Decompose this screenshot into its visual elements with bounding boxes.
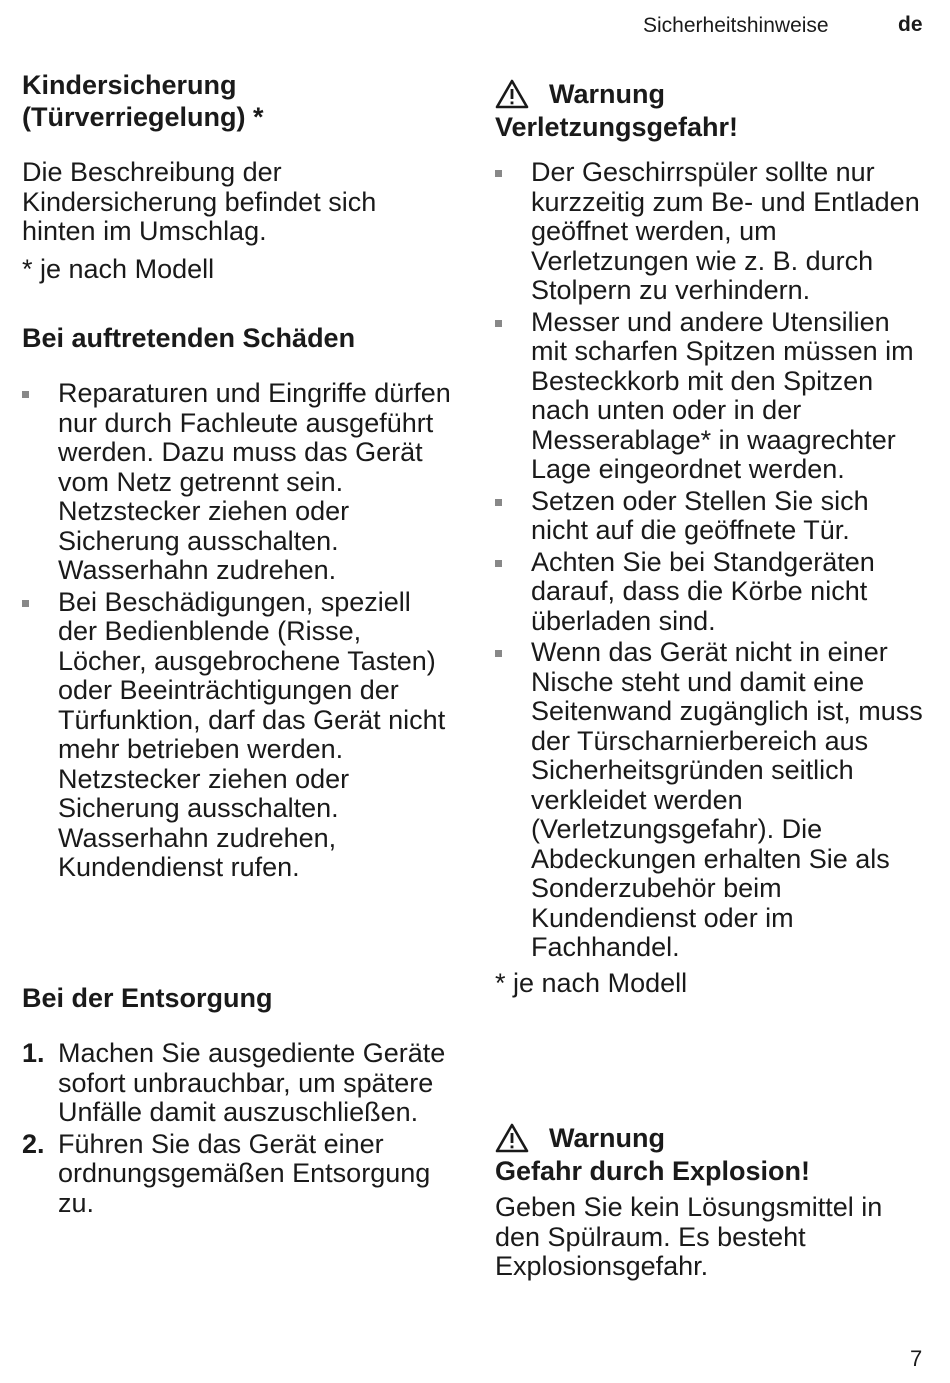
injury-list-block [495,158,925,998]
list-item [495,638,925,963]
injury-item-text: Achten Sie bei Standgeräten darauf, dass die Körbe nicht überladen sind. [531,546,875,636]
child-lock-section [22,69,452,133]
injury-warning-header [495,77,925,143]
child-lock-note: * je nach Modell [22,253,215,284]
child-lock-heading-line2: (Türverriegelung) * [22,102,264,132]
list-item [22,379,452,586]
injury-warning-label: Warnung [549,79,665,109]
damage-heading: Bei auftretenden Schäden [22,323,356,353]
page-number: 7 [910,1346,923,1371]
list-item [495,487,925,546]
explosion-warning-title: Gefahr durch Explosion! [495,1156,811,1186]
step-text: Machen Sie ausgediente Geräte sofort unbrauchbar, um spätere Unfälle damit auszuschließen. [58,1038,446,1127]
square-bullet-icon [22,391,29,398]
explosion-warning-text: Geben Sie kein Lösungsmittel in den Spülraum. Es besteht Explosionsgefahr. [495,1192,883,1281]
injury-item-text: Messer und andere Utensilien mit scharfen Spitzen müssen im Besteckkorb mit den Spitzen nach unten oder in der Messerablage* in waagrechter Lage eingeordnet werden. [531,306,914,484]
square-bullet-icon [22,600,29,607]
step-text: Führen Sie das Gerät einer ordnungsgemäßen Entsorgung zu. [58,1128,431,1218]
injury-note: * je nach Modell [495,967,688,998]
child-lock-text-block [22,158,442,284]
injury-list [495,158,925,963]
language-code: de [898,13,923,36]
square-bullet-icon [495,650,502,657]
square-bullet-icon [495,499,502,506]
injury-warning-label-row [495,77,925,111]
square-bullet-icon [495,170,502,177]
warning-triangle-icon [495,79,529,109]
step-number: 1. [22,1038,45,1068]
injury-item-text: Wenn das Gerät nicht in einer Nische steht und damit eine Seitenwand zugänglich ist, muss der Türscharnierbereich aus Sicherheitsgründen seitlich verkleidet werden (Verletzungsgefahr). Die Abdeckungen erhalten Sie als Sonderzubehör beim Kundendienst oder im Fachhandel. [531,637,923,962]
damage-section [22,322,452,354]
list-item [495,308,925,485]
list-item [495,548,925,637]
disposal-section [22,982,452,1014]
section-title: Sicherheitshinweise [643,14,829,37]
damage-item-text: Bei Beschädigungen, speziell der Bedienblende (Risse, Löcher, ausgebrochene Tasten) oder Beeinträchtigungen der Türfunktion, darf das Gerät nicht mehr betrieben werden. Netzstecker ziehen oder Sicherung ausschalten. Wasserhahn zudrehen, Kundendienst rufen. [58,586,446,882]
list-item [22,1039,452,1128]
injury-item-text: Setzen oder Stellen Sie sich nicht auf die geöffnete Tür. [531,485,869,545]
child-lock-heading-line1: Kindersicherung [22,70,237,100]
injury-item-text: Der Geschirrspüler sollte nur kurzzeitig zum Be- und Entladen geöffnet werden, um Verletzungen wie z. B. durch Stolpern zu verhindern. [531,157,920,305]
child-lock-text: Die Beschreibung der Kindersicherung befindet sich hinten im Umschlag. [22,157,377,246]
damage-list [22,379,452,883]
disposal-heading: Bei der Entsorgung [22,983,273,1013]
step-number: 2. [22,1128,45,1159]
explosion-warning-label: Warnung [549,1123,665,1153]
warning-triangle-icon [495,1123,529,1153]
injury-warning-title: Verletzungsgefahr! [495,112,739,142]
explosion-warning-label-row [495,1121,925,1155]
damage-list-block [22,379,452,885]
square-bullet-icon [495,560,502,567]
list-item [495,158,925,306]
damage-item-text: Reparaturen und Eingriffe dürfen nur durch Fachleute ausgeführt werden. Dazu muss das Gerät vom Netz getrennt sein. Netzstecker ziehen oder Sicherung ausschalten. Wasserhahn zudrehen. [58,378,451,585]
explosion-text-block [495,1193,910,1282]
explosion-warning-header [495,1121,925,1187]
disposal-steps-block [22,1039,452,1220]
disposal-steps [22,1039,452,1218]
list-item [22,588,452,883]
square-bullet-icon [495,320,502,327]
list-item [22,1130,452,1219]
